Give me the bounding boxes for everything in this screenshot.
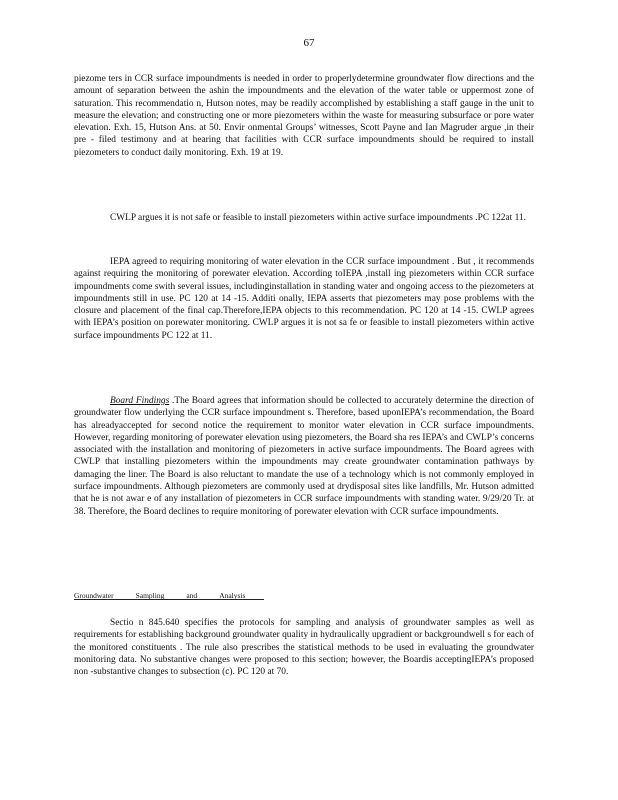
paragraph-text (74, 395, 534, 518)
paragraph-board-findings (74, 395, 534, 518)
heading-word: and (186, 591, 198, 600)
heading-word: Groundwater (74, 591, 114, 600)
paragraph-cwlp-argument (74, 212, 534, 224)
heading-underline (74, 599, 264, 600)
paragraph-section-845-640 (74, 617, 534, 678)
paragraph-text: CWLP argues it is not safe or feasible to install piezometers within active surface impoundments .PC 122at 11. (110, 213, 526, 223)
paragraph-text: Sectio n 845.640 specifies the protocols for sampling and analysis of groundwater samples as well as requirements for establishing background groundwater quality in hydraulically upgradient or backgroundwell s for each of the monitored constituents . The rule also prescribes the statistical methods to be used in evaluating the groundwater monitoring data. No substantive changes were proposed to this section; however, the Boardis acceptingIEPA’s proposed non -substantive changes to subsection (c). PC 120 at 70. (74, 618, 534, 678)
paragraph-iepa-position (74, 256, 534, 342)
page-number: 67 (303, 37, 315, 49)
paragraph-text: piezome ters in CCR surface impoundments is needed in order to properlydetermine groundwater flow directions and the amount of separation between the ashin the impoundments and the elevation of the water table or uppermost zone of saturation. This recommendatio n, Hutson notes, may be readily accomplished by establishing a staff gauge in the unit to measure the elevation; and constructing one or more piezometers within the waste for measuring subsurface or pore water elevation. Exh. 15, Hutson Ans. at 50. Envir onmental Groups’ witnesses, Scott Payne and Ian Magruder argue ,in their pre - filed testimony and at hearing that facilities with CCR surface impoundments should be required to install piezometers to conduct daily monitoring. Exh. 19 at 19. (74, 74, 534, 158)
board-findings-text: .The Board agrees that information should be collected to accurately determine the direction of groundwater flow underlying the CCR surface impoundment s. Therefore, based uponIEPA’s recommendation, the Board has alreadyaccepted for second notice the requirement to monitor water elevation in CCR surface impoundments. However, regarding monitoring of porewater elevation using piezometers, the Board sha res IEPA’s and CWLP’s concerns associated with the installation and monitoring of piezometers in active surface impoundments. The Board agrees with CWLP that installing piezometers within the impoundments may create groundwater contamination pathways by damaging the liner. The Board is also reluctant to mandate the use of a technology which is not commonly employed in surface impoundments. Although piezometers are commonly used at drydisposal sites like landfills, Mr. Hutson admitted that he is not awar e of any installation of piezometers in CCR surface impoundments with standing water. 9/29/20 Tr. at 38. Therefore, the Board declines to require monitoring of porewater elevation with CCR surface impoundments. (74, 396, 534, 517)
board-findings-label: Board Findings (110, 396, 170, 406)
heading-word: Sampling (135, 591, 165, 600)
paragraph-text: IEPA agreed to requiring monitoring of water elevation in the CCR surface impoundment . But , it recommends against requiring the monitoring of porewater elevation. According toIEPA ,install ing piezometers within CCR surface impoundments come swith several issues, includinginstallation in standing water and ongoing access to the piezometers at impoundments still in use. PC 120 at 14 -15. Additi onally, IEPA asserts that piezometers may pose problems with the closure and placement of the final cap.Therefore,IEPA objects to this recommendation. PC 120 at 14 -15. CWLP agrees with IEPA’s position on porewater monitoring. CWLP argues it is not sa fe or feasible to install piezometers within active surface impoundments PC 122 at 11. (74, 257, 534, 341)
paragraph-piezometer-recommendation (74, 73, 534, 159)
heading-word: Analysis (219, 591, 246, 600)
